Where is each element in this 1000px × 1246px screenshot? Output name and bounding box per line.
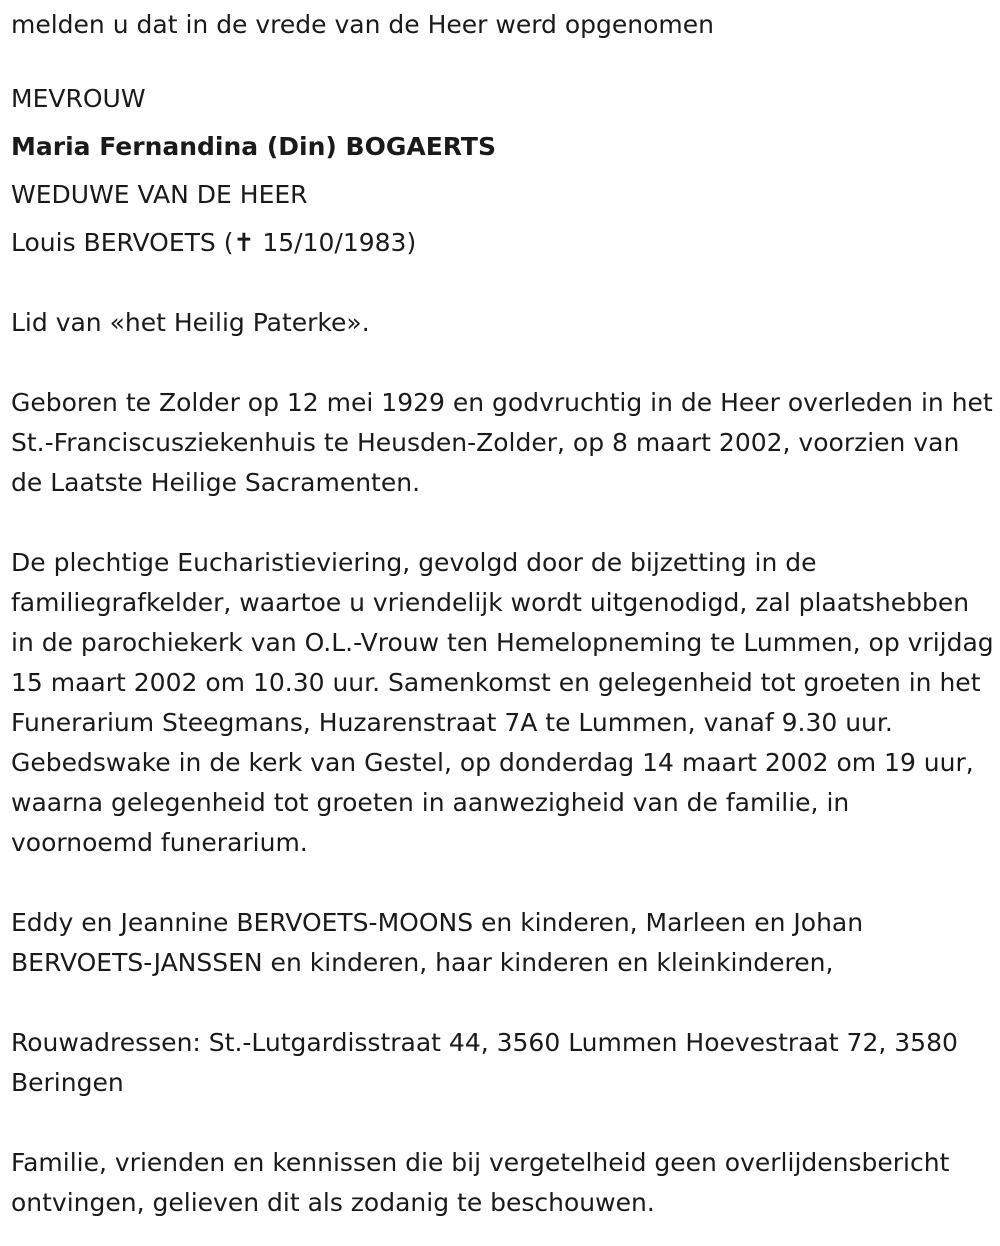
intro-line: melden u dat in de vrede van de Heer werd opgenomen <box>11 10 714 39</box>
closing-paragraph: Familie, vrienden en kennissen die bij vergetelheid geen overlijdensbericht ontvingen, gelieven dit als zodanig te beschouwen. <box>11 1148 950 1217</box>
deceased-relation: WEDUWE VAN DE HEER <box>11 180 308 209</box>
deceased-name: Maria Fernandina (Din) BOGAERTS <box>11 132 496 161</box>
deceased-title: MEVROUW <box>11 84 146 113</box>
obituary-document <box>11 5 996 1223</box>
deceased-spouse: Louis BERVOETS (✝ 15/10/1983) <box>11 228 417 257</box>
membership-paragraph: Lid van «het Heilig Paterke». <box>11 308 370 337</box>
deceased-block <box>11 75 996 267</box>
addresses-paragraph: Rouwadressen: St.-Lutgardisstraat 44, 3560 Lummen Hoevestraat 72, 3580 Beringen <box>11 1028 958 1097</box>
family-paragraph: Eddy en Jeannine BERVOETS-MOONS en kinderen, Marleen en Johan BERVOETS-JANSSEN en kinderen, haar kinderen en kleinkinderen, <box>11 908 864 977</box>
birth-death-paragraph: Geboren te Zolder op 12 mei 1929 en godvruchtig in de Heer overleden in het St.-Franciscusziekenhuis te Heusden-Zolder, op 8 maart 2002, voorzien van de Laatste Heilige Sacramenten. <box>11 388 993 497</box>
ceremony-paragraph: De plechtige Eucharistieviering, gevolgd door de bijzetting in de familiegrafkelder, waartoe u vriendelijk wordt uitgenodigd, zal plaatshebben in de parochiekerk van O.L.-Vrouw ten Hemelopneming te Lummen, op vrijdag 15 maart 2002 om 10.30 uur. Samenkomst en gelegenheid tot groeten in het Funerarium Steegmans, Huzarenstraat 7A te Lummen, vanaf 9.30 uur. Gebedswake in de kerk van Gestel, op donderdag 14 maart 2002 om 19 uur, waarna gelegenheid tot groeten in aanwezigheid van de familie, in voornoemd funerarium. <box>11 548 994 857</box>
